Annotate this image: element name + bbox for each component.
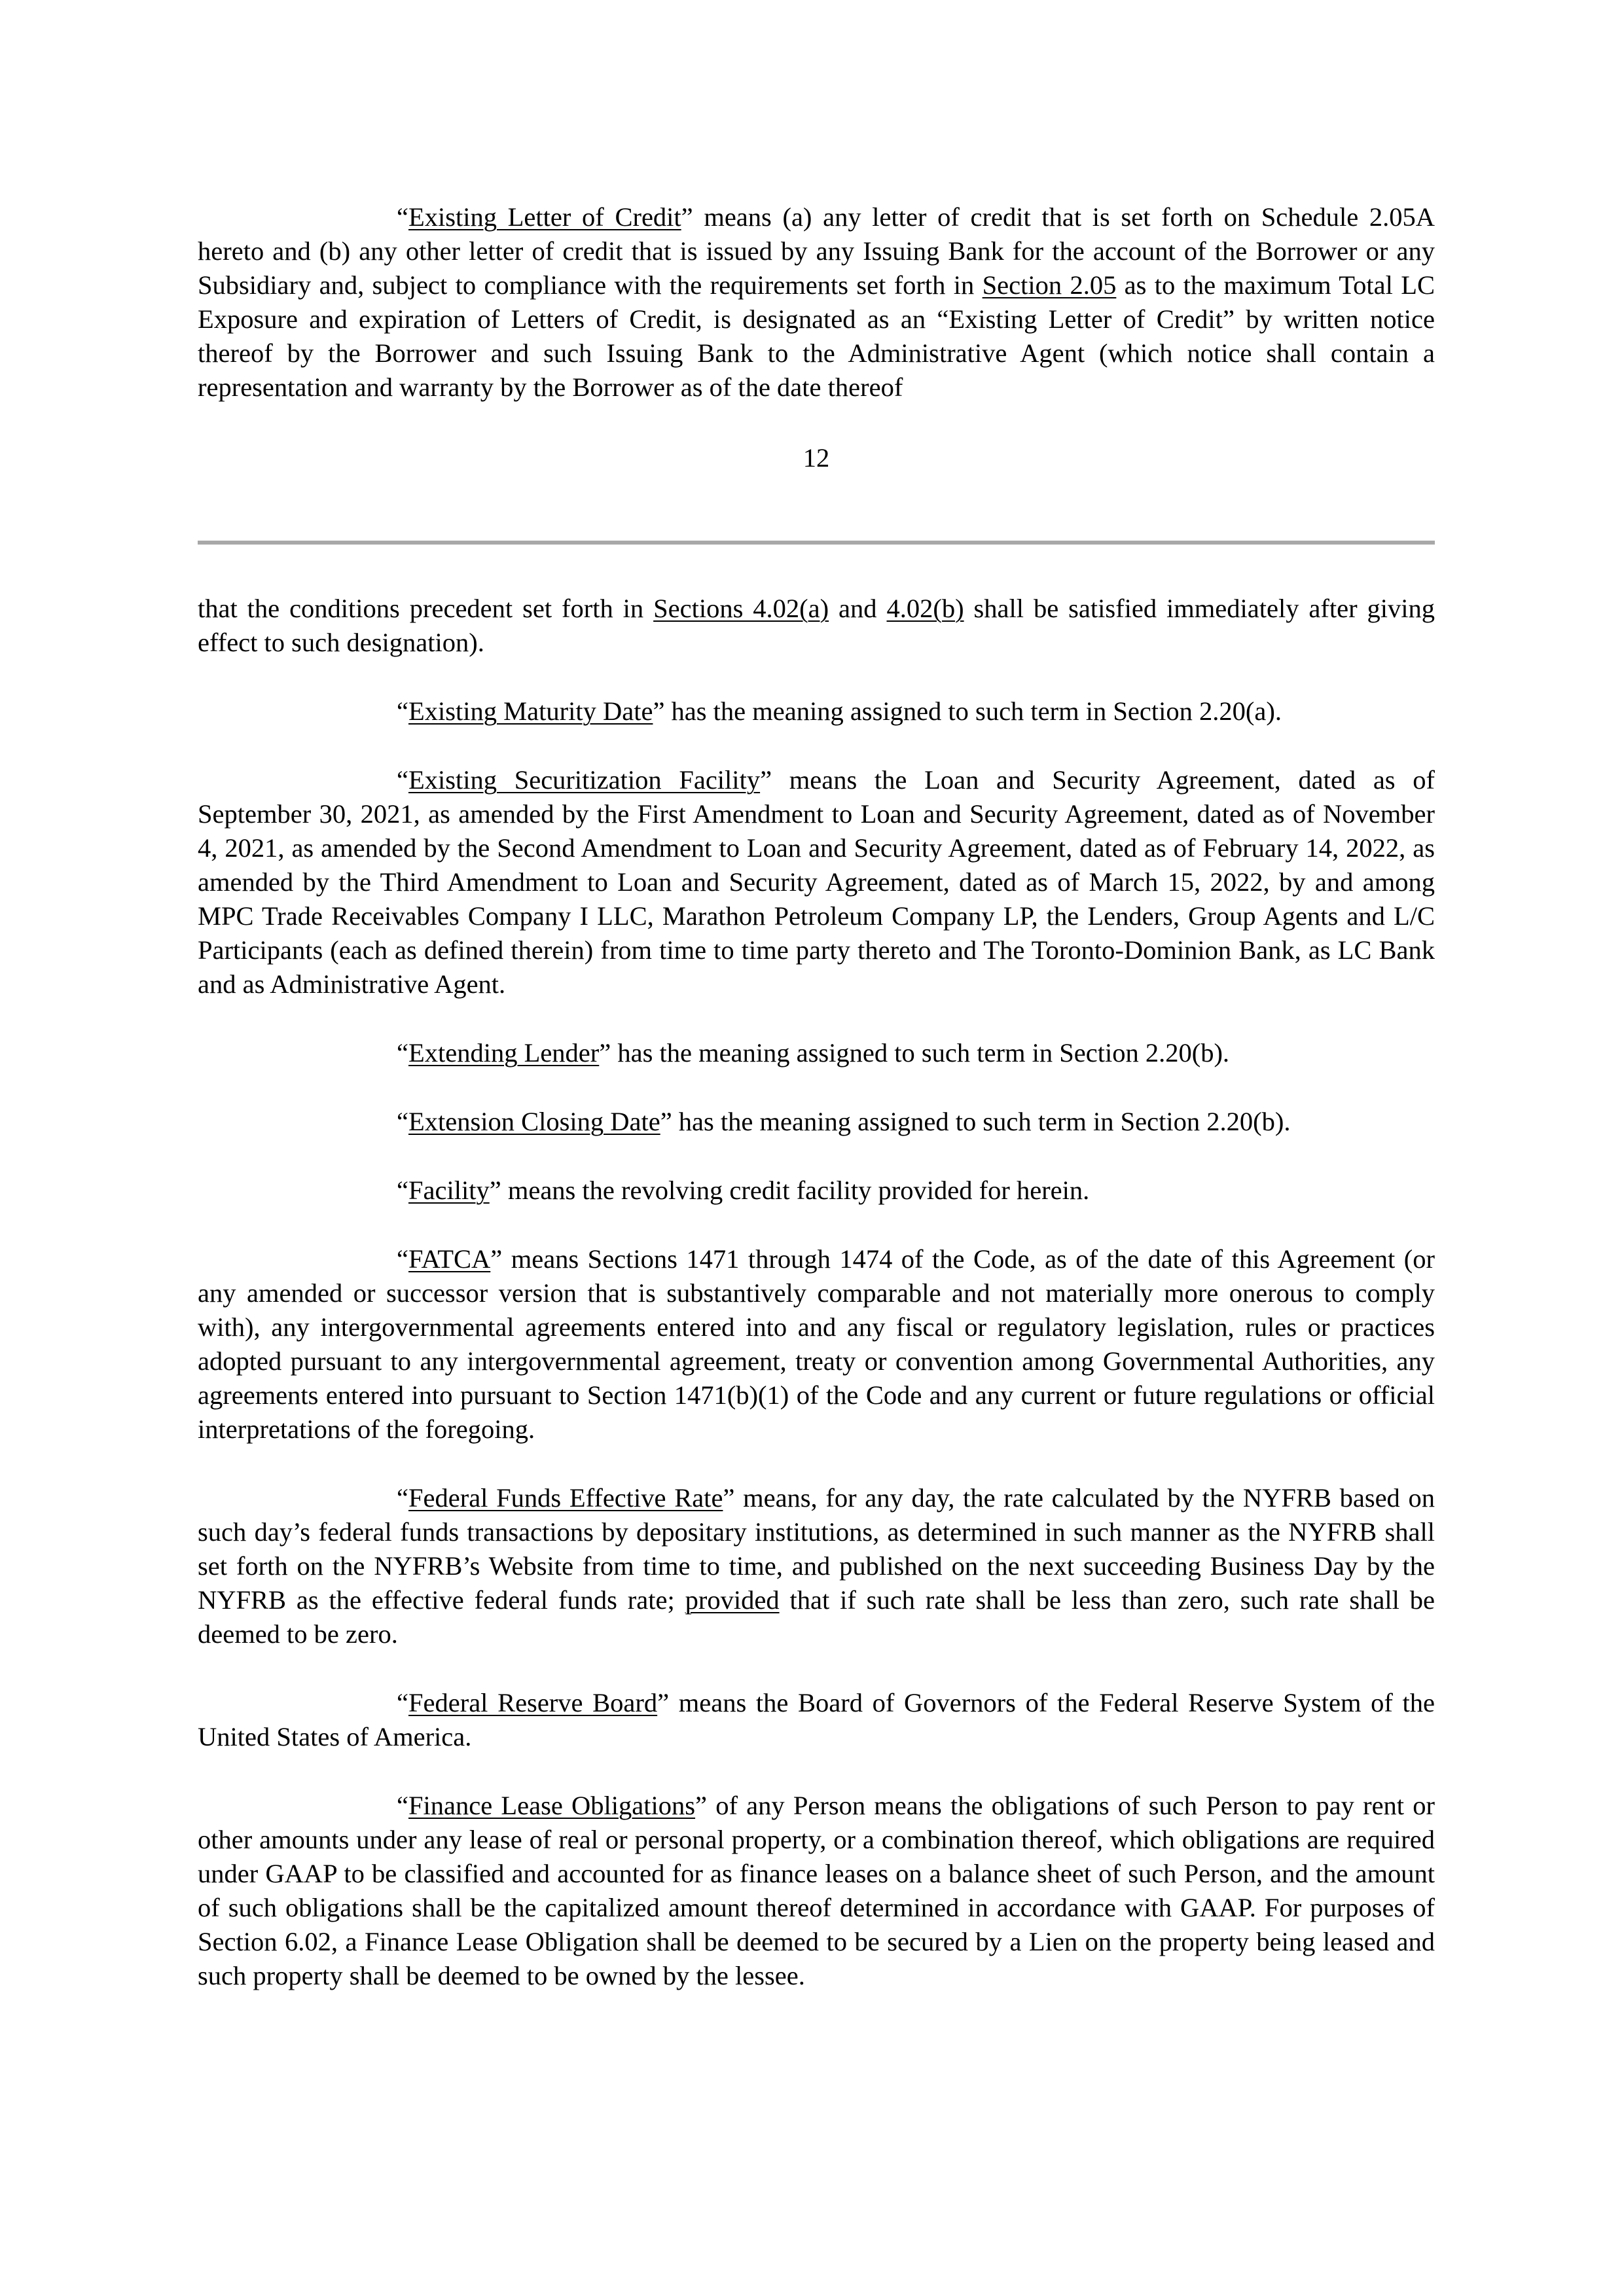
open-quote: “	[397, 1244, 408, 1274]
defined-term: FATCA	[408, 1244, 491, 1274]
open-quote: “	[397, 1038, 408, 1067]
definition-text: ” of any Person means the obligations of such Person to pay rent or other amounts under any lease of real or personal property, or a combination thereof, which obligations are required under GAAP to be classified and accounted for as finance leases on a balance sheet of such Person, and the amount of such obligations shall be the capitalized amount thereof determined in accordance with GAAP. For purposes of Section 6.02, a Finance Lease Obligation shall be deemed to be secured by a Lien on the property being leased and such property shall be deemed to be owned by the lessee.	[198, 1791, 1435, 1990]
definition-text: ” means, for any day, the rate calculated by the NYFRB based on such day’s federal funds transactions by depositary institutions, as determined in such manner as the NYFRB shall set forth on the NYFRB’s Website from time to time, and published on the next succeeding Business Day by the NYFRB as the effective federal funds rate;	[198, 1483, 1435, 1615]
definition-text: shall be satisfied immediately after giving effect to such designation).	[198, 594, 1435, 657]
defined-term: Federal Reserve Board	[408, 1688, 658, 1717]
definition-text: that if such rate shall be less than zero, such rate shall be deemed to be zero.	[198, 1585, 1435, 1649]
definition-existing-securitization-facility	[198, 763, 1435, 1001]
open-quote: “	[397, 202, 408, 232]
definition-existing-letter-of-credit	[198, 200, 1435, 404]
definition-text: as to the maximum Total LC Exposure and expiration of Letters of Credit, is designated as an “Existing Letter of Credit” by written notice thereof by the Borrower and such Issuing Bank to the Administrative Agent (which notice shall contain a representation and warranty by the Borrower as of the date thereof	[198, 270, 1435, 402]
open-quote: “	[397, 1483, 408, 1513]
definition-existing-maturity-date	[198, 694, 1435, 728]
definition-extension-closing-date	[198, 1105, 1435, 1139]
definition-text: ” means Sections 1471 through 1474 of the Code, as of the date of this Agreement (or any amended or successor version that is substantively comparable and not materially more onerous to comply with), any intergovernmental agreements entered into and any fiscal or regulatory legislation, rules or practices adopted pursuant to any intergovernmental agreement, treaty or convention among Governmental Authorities, any agreements entered into pursuant to Section 1471(b)(1) of the Code and any current or future regulations or official interpretations of the foregoing.	[198, 1244, 1435, 1444]
definition-text: ” has the meaning assigned to such term in Section 2.20(b).	[599, 1038, 1230, 1067]
section-reference: Sections 4.02(a)	[653, 594, 829, 623]
definition-text: ” means the revolving credit facility provided for herein.	[489, 1175, 1090, 1205]
definition-finance-lease-obligations	[198, 1789, 1435, 1993]
open-quote: “	[397, 1107, 408, 1136]
section-reference: Section 2.05	[982, 270, 1117, 300]
definition-facility	[198, 1174, 1435, 1208]
definition-federal-reserve-board	[198, 1686, 1435, 1754]
defined-term: Extending Lender	[408, 1038, 600, 1067]
page-break-rule	[198, 541, 1435, 545]
defined-term: Existing Securitization Facility	[408, 765, 761, 795]
definition-federal-funds-effective-rate	[198, 1481, 1435, 1651]
defined-term: Federal Funds Effective Rate	[408, 1483, 723, 1513]
page-number: 12	[803, 443, 830, 473]
open-quote: “	[397, 696, 408, 726]
defined-term: Finance Lease Obligations	[408, 1791, 696, 1820]
defined-term: Facility	[408, 1175, 490, 1205]
definition-text: ” has the meaning assigned to such term in Section 2.20(a).	[653, 696, 1282, 726]
defined-term: Existing Letter of Credit	[408, 202, 681, 232]
defined-term: Extension Closing Date	[408, 1107, 660, 1136]
definition-extending-lender	[198, 1036, 1435, 1070]
definition-text: and	[829, 594, 887, 623]
open-quote: “	[397, 1688, 408, 1717]
definition-text: ” means the Loan and Security Agreement, dated as of September 30, 2021, as amended by the First Amendment to Loan and Security Agreement, dated as of November 4, 2021, as amended by the Second Amendment to Loan and Security Agreement, dated as of February 14, 2022, as amended by the Third Amendment to Loan and Security Agreement, dated as of March 15, 2022, by and among MPC Trade Receivables Company I LLC, Marathon Petroleum Company LP, the Lenders, Group Agents and L/C Participants (each as defined therein) from time to time party thereto and The Toronto-Dominion Bank, as LC Bank and as Administrative Agent.	[198, 765, 1435, 999]
definition-fatca	[198, 1242, 1435, 1446]
definition-text: ” means the Board of Governors of the Federal Reserve System of the United States of America.	[198, 1688, 1435, 1751]
definition-continuation	[198, 592, 1435, 660]
open-quote: “	[397, 1791, 408, 1820]
defined-term: Existing Maturity Date	[408, 696, 653, 726]
section-reference: 4.02(b)	[886, 594, 964, 623]
definitions-continued	[198, 592, 1435, 1993]
definition-text: ” means (a) any letter of credit that is set forth on Schedule 2.05A hereto and (b) any other letter of credit that is issued by any Issuing Bank for the account of the Borrower or any Subsidiary and, subject to compliance with the requirements set forth in	[198, 202, 1435, 300]
definition-text: that the conditions precedent set forth in	[198, 594, 654, 623]
proviso-term: provided	[685, 1585, 780, 1615]
open-quote: “	[397, 1175, 408, 1205]
open-quote: “	[397, 765, 408, 795]
definition-text: ” has the meaning assigned to such term in Section 2.20(b).	[660, 1107, 1291, 1136]
